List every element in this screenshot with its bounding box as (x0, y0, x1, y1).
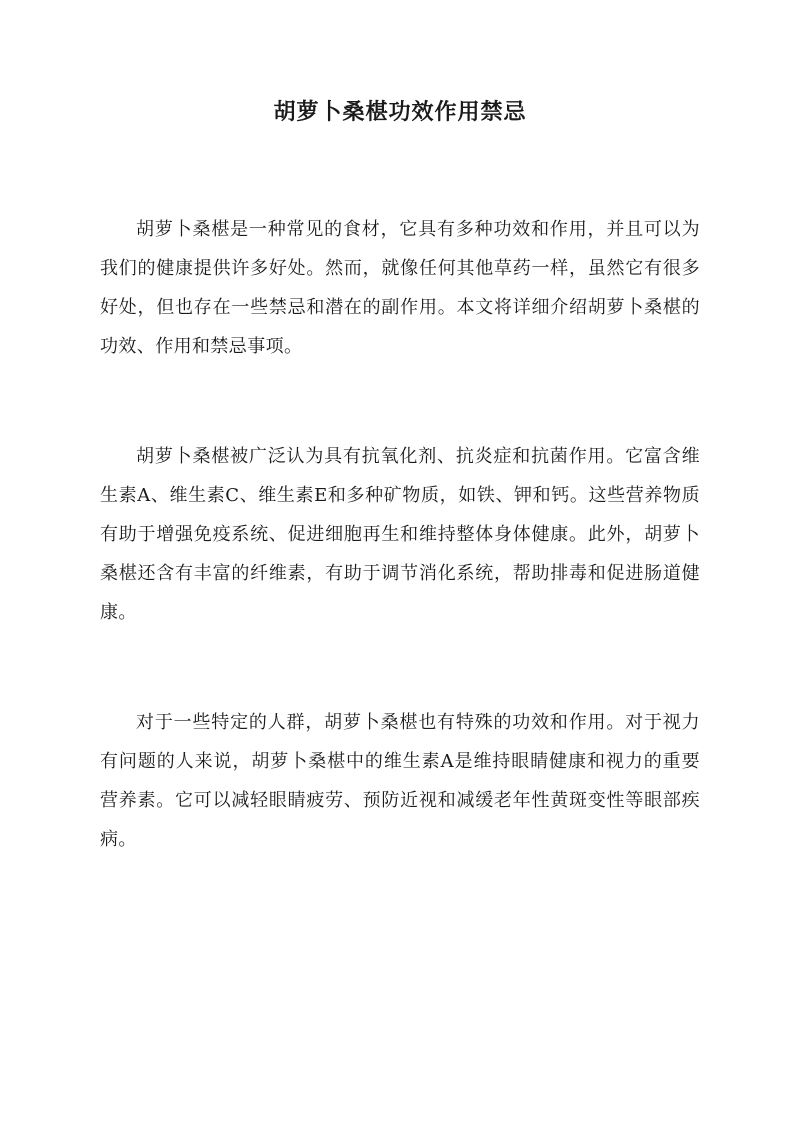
paragraph-nutrition: 胡萝卜桑椹被广泛认为具有抗氧化剂、抗炎症和抗菌作用。它富含维生素A、维生素C、维生素E和多种矿物质，如铁、钾和钙。这些营养物质有助于增强免疫系统、促进细胞再生和维持整体身体健康。此外，胡萝卜桑椹还含有丰富的纤维素，有助于调节消化系统，帮助排毒和促进肠道健康。 (100, 446, 700, 623)
document-title: 胡萝卜桑椹功效作用禁忌 (273, 99, 527, 125)
document-body (100, 210, 700, 859)
paragraph-special-groups: 对于一些特定的人群，胡萝卜桑椹也有特殊的功效和作用。对于视力有问题的人来说，胡萝卜桑椹中的维生素A是维持眼睛健康和视力的重要营养素。它可以减轻眼睛疲劳、预防近视和减缓老年性黄斑变性等眼部疾病。 (100, 712, 700, 850)
paragraph-intro: 胡萝卜桑椹是一种常见的食材，它具有多种功效和作用，并且可以为我们的健康提供许多好处。然而，就像任何其他草药一样，虽然它有很多好处，但也存在一些禁忌和潜在的副作用。本文将详细介绍胡萝卜桑椹的功效、作用和禁忌事项。 (100, 219, 700, 357)
